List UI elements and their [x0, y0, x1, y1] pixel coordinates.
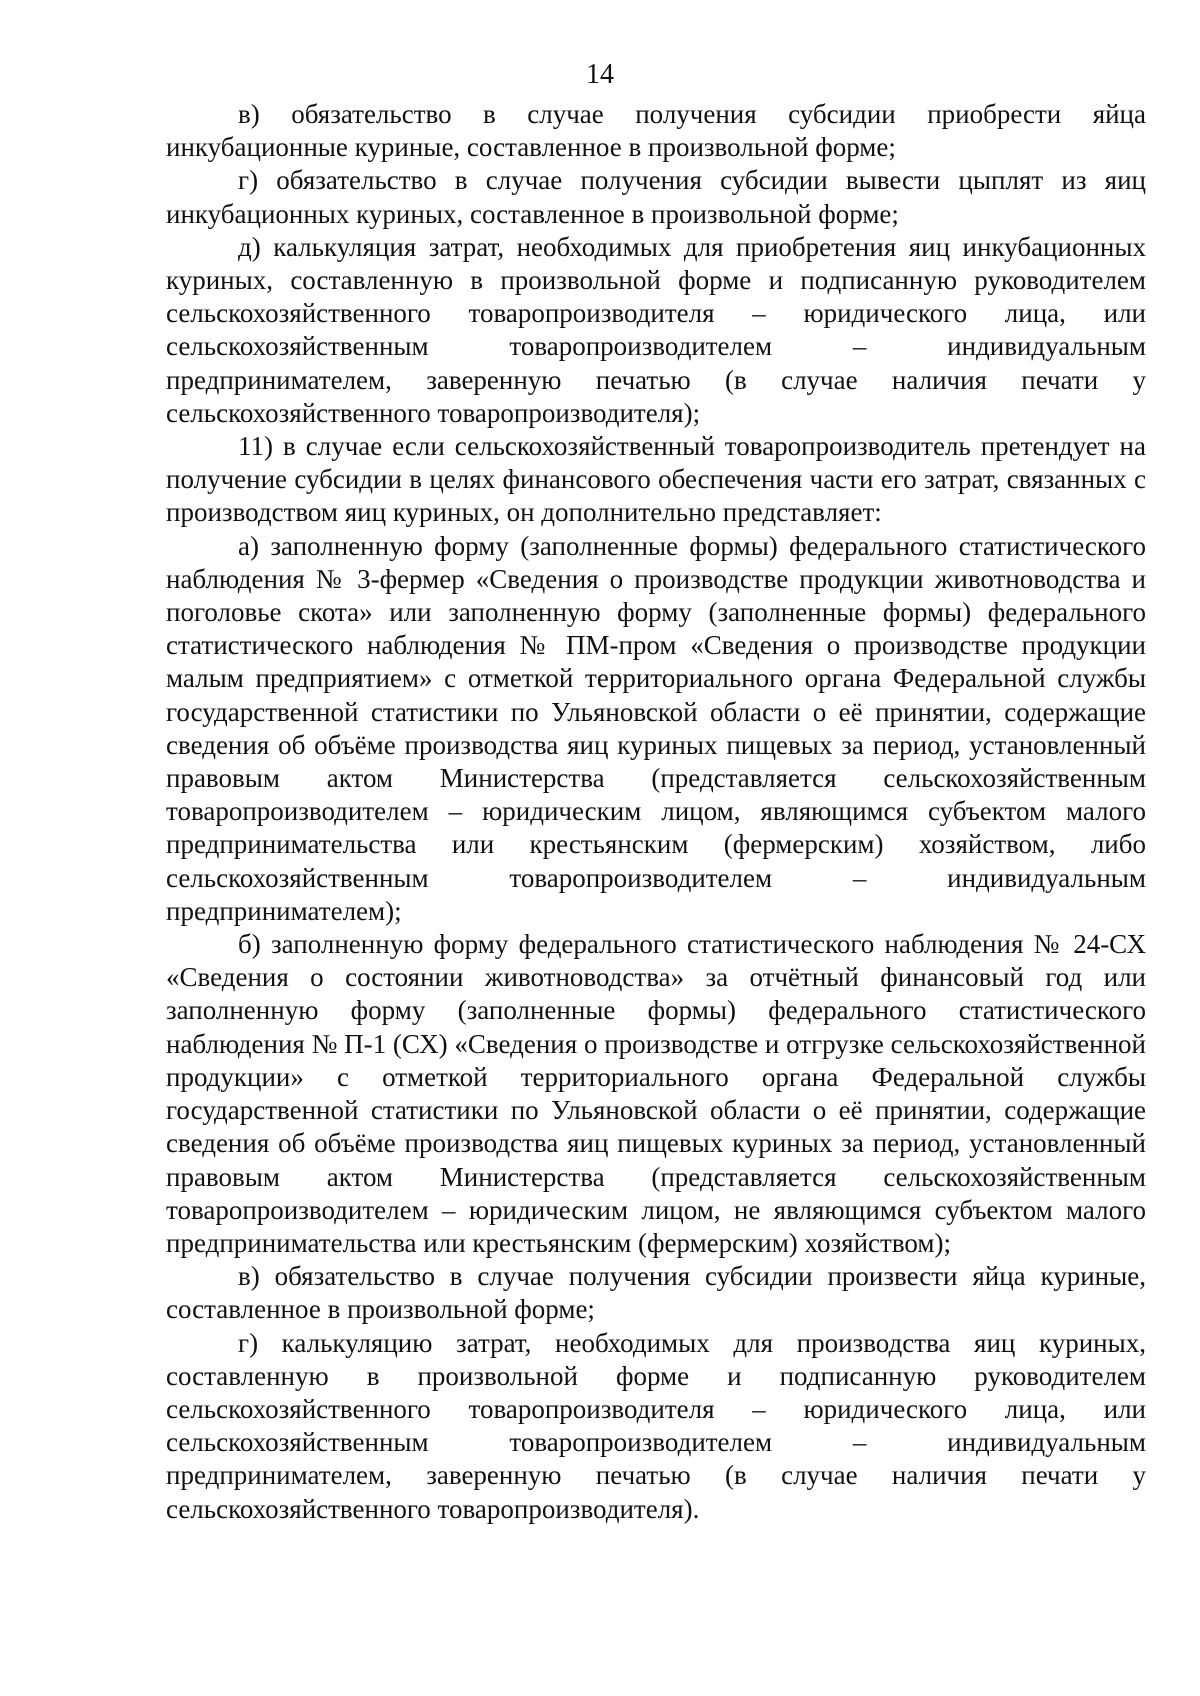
- paragraph-d-cost-calculation: д) калькуляция затрат, необходимых для приобретения яиц инкубационных куриных, составленную в произвольной форме и подписанную руководителем сельскохозяйственного товаропроизводителя – юридического лица, или сельскохозяйственным товаропроизводителем – индивидуальным предпринимателем, заверенную печатью (в случае наличия печати у сельскохозяйственного товаропроизводителя);: [166, 231, 1146, 428]
- paragraph-v-purchase-eggs: в) обязательство в случае получения субсидии приобрести яйца инкубационные куриные, составленное в произвольной форме;: [166, 99, 1146, 163]
- paragraph-b-form-24-sh: б) заполненную форму федерального статистического наблюдения № 24-СХ «Сведения о состоянии животноводства» за отчётный финансовый год или заполненную форму (заполненные формы) федерального статистического наблюдения № П-1 (СХ) «Сведения о производстве и отгрузке сельскохозяйственной продукции» с отметкой территориального органа Федеральной службы государственной статистики по Ульяновской области о её принятии, содержащие сведения об объёме производства яиц пищевых куриных за период, установленный правовым актом Министерства (представляется сельскохозяйственным товаропроизводителем – юридическим лицом, не являющимся субъектом малого предпринимательства или крестьянским (фермерским) хозяйством);: [166, 929, 1146, 1258]
- paragraph-g-hatch-chicks: г) обязательство в случае получения субсидии вывести цыплят из яиц инкубационных куриных, составленное в произвольной форме;: [166, 165, 1146, 229]
- paragraph-v-produce-eggs: в) обязательство в случае получения субсидии произвести яйца куриные, составленное в произвольной форме;: [166, 1261, 1146, 1325]
- document-body: [166, 98, 1146, 1526]
- paragraph-a-form-3-farmer: а) заполненную форму (заполненные формы) федерального статистического наблюдения № 3-фермер «Сведения о производстве продукции животноводства и поголовье скота» или заполненную форму (заполненные формы) федерального статистического наблюдения № ПМ-пром «Сведения о производстве продукции малым предприятием» с отметкой территориального органа Федеральной службы государственной статистики по Ульяновской области о её принятии, содержащие сведения об объёме производства яиц куриных пищевых за период, установленный правовым актом Министерства (представляется сельскохозяйственным товаропроизводителем – юридическим лицом, являющимся субъектом малого предпринимательства или крестьянским (фермерским) хозяйством, либо сельскохозяйственным товаропроизводителем – индивидуальным предпринимателем);: [166, 530, 1146, 926]
- paragraph-item-11: 11) в случае если сельскохозяйственный товаропроизводитель претендует на получение субсидии в целях финансового обеспечения части его затрат, связанных с производством яиц куриных, он дополнительно представляет:: [166, 431, 1146, 528]
- page-number: 14: [586, 59, 614, 90]
- paragraph-g-production-cost: г) калькуляцию затрат, необходимых для производства яиц куриных, составленную в произвольной форме и подписанную руководителем сельскохозяйственного товаропроизводителя – юридического лица, или сельскохозяйственным товаропроизводителем – индивидуальным предпринимателем, заверенную печатью (в случае наличия печати у сельскохозяйственного товаропроизводителя).: [166, 1327, 1146, 1524]
